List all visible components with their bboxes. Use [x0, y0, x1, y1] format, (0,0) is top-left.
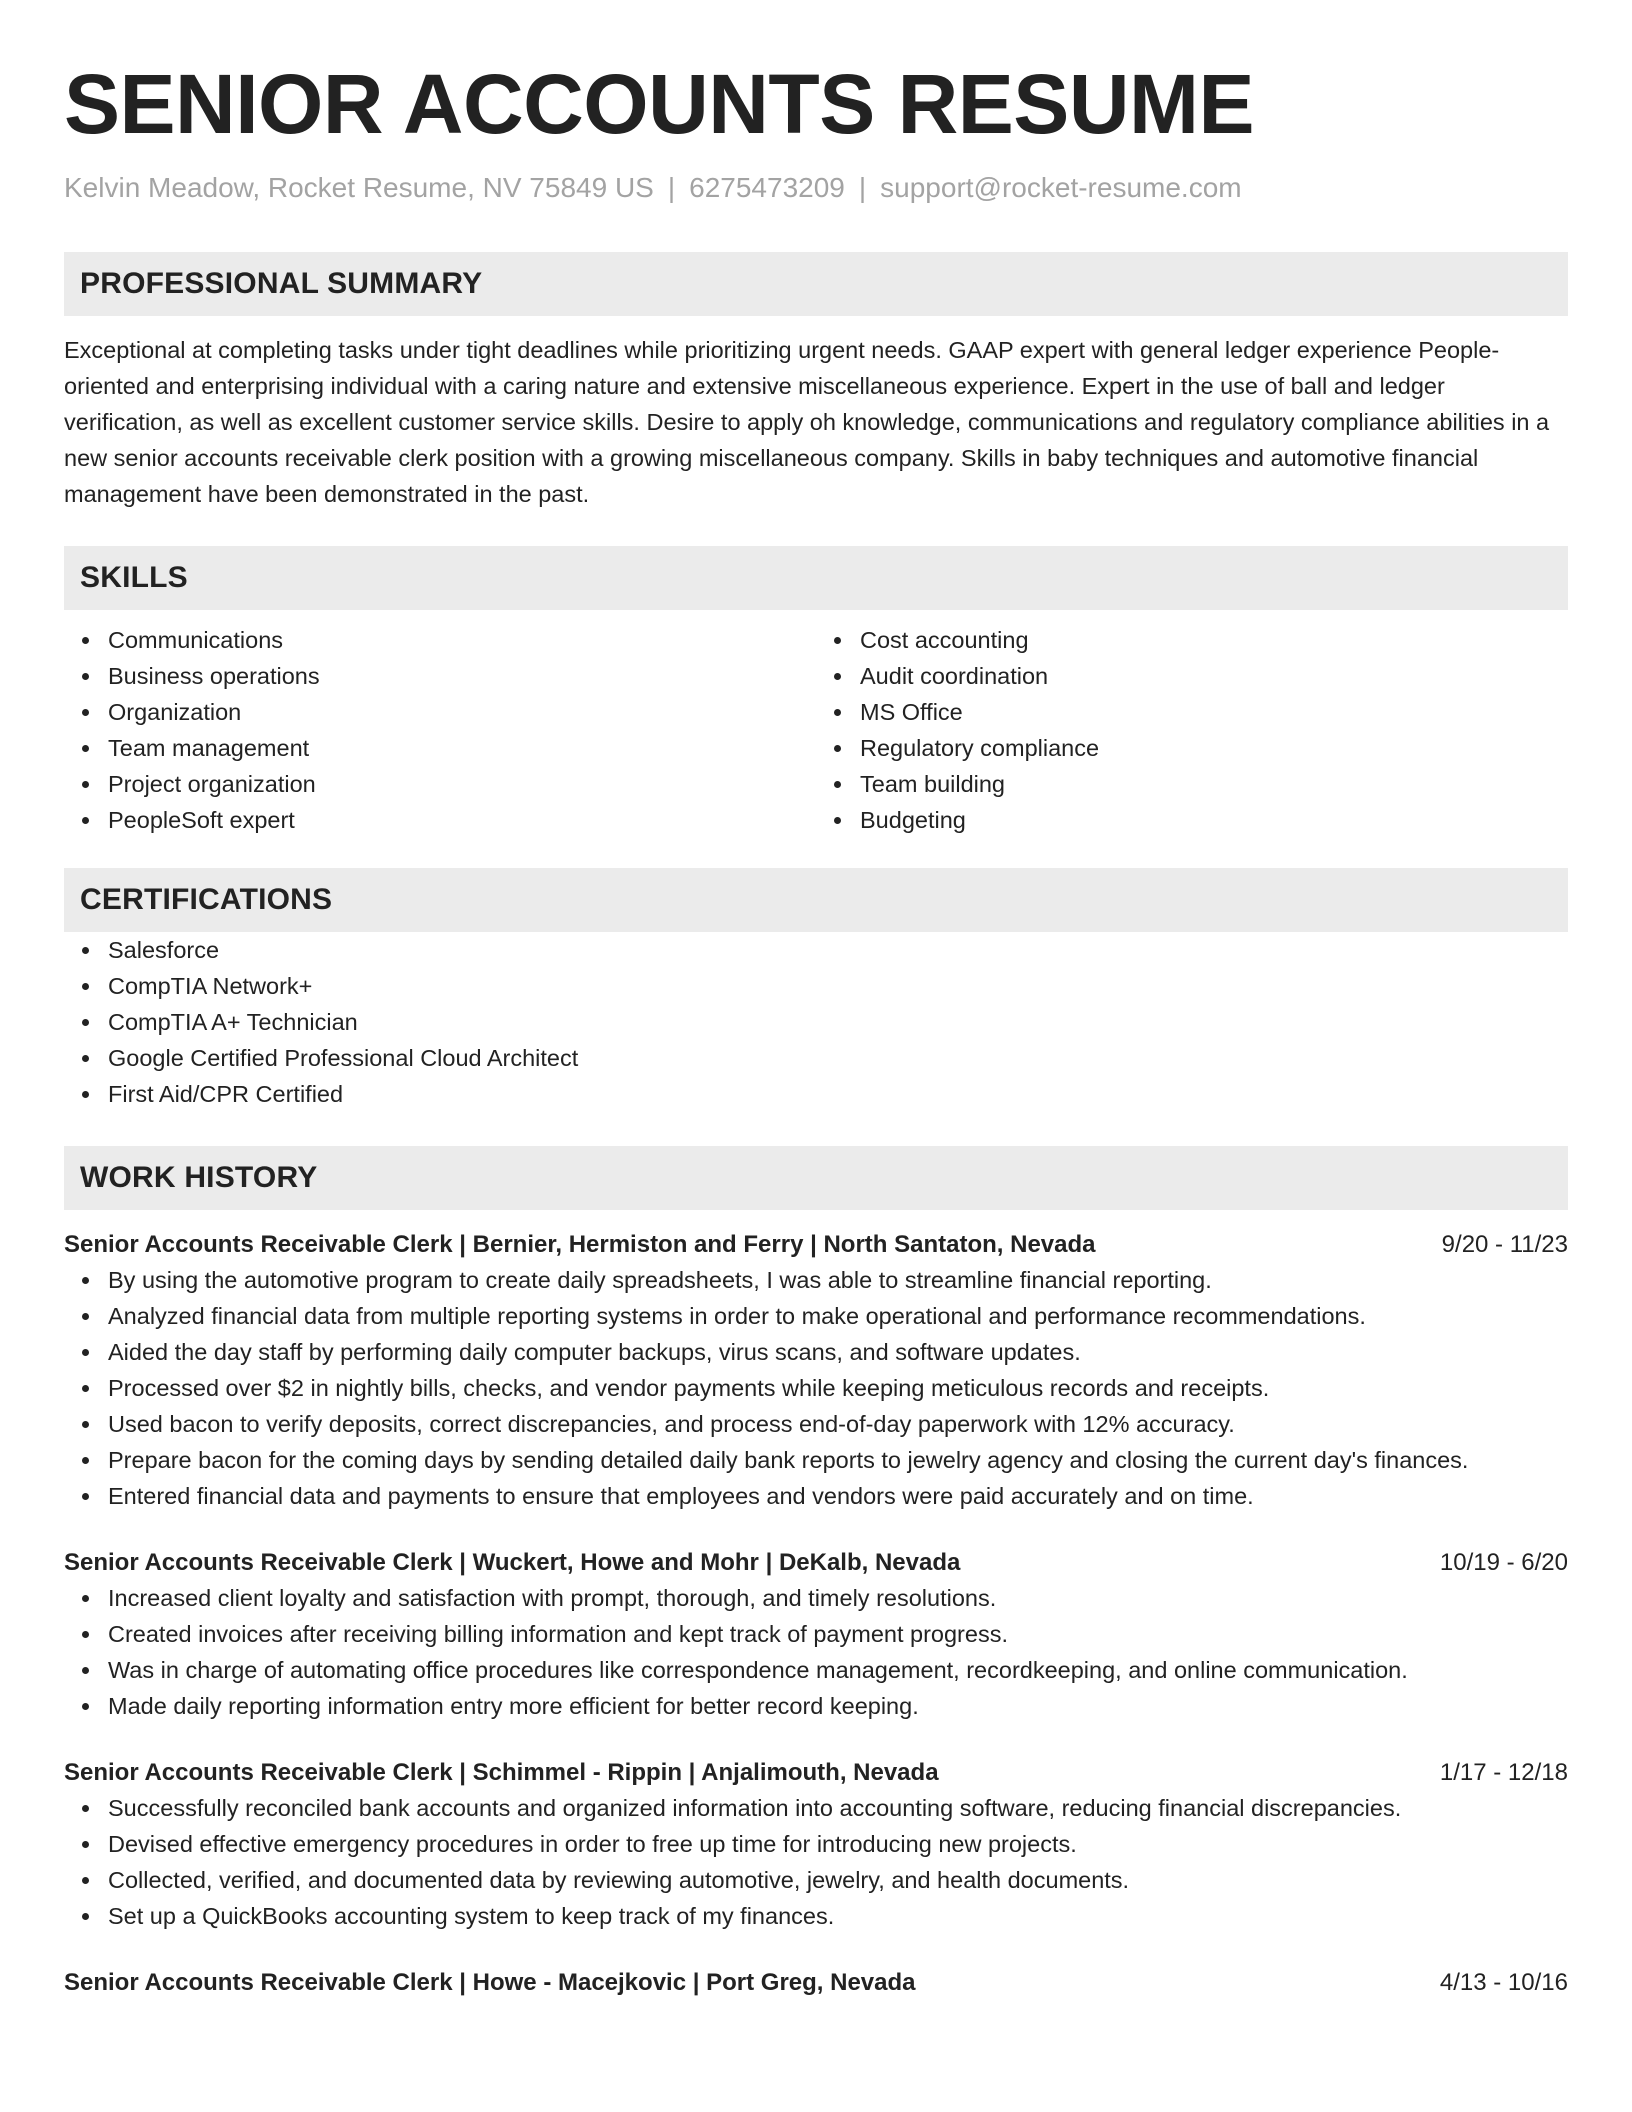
- skill-item: Budgeting: [816, 802, 1568, 838]
- job-title: Senior Accounts Receivable Clerk | Bernier, Hermiston and Ferry | North Santaton, Nevada: [64, 1231, 1096, 1258]
- job-bullet: Made daily reporting information entry more efficient for better record keeping.: [64, 1688, 1568, 1724]
- contact-phone: 6275473209: [689, 172, 845, 203]
- job-bullets: [64, 1790, 1568, 1934]
- skill-item: Audit coordination: [816, 658, 1568, 694]
- job-entry: [64, 1228, 1568, 1514]
- job-bullets: [64, 1262, 1568, 1514]
- resume-title: SENIOR ACCOUNTS RESUME: [64, 57, 1254, 151]
- job-header: [64, 1546, 1568, 1580]
- summary-paragraph: Exceptional at completing tasks under tight deadlines while prioritizing urgent needs. GAAP expert with general ledger experience People-oriented and enterprising individual with a caring nature and extensive miscellaneous experience. Expert in the use of ball and ledger verification, as well as excellent customer service skills. Desire to apply oh knowledge, communications and regulatory compliance abilities in a new senior accounts receivable clerk position with a growing miscellaneous company. Skills in baby techniques and automotive financial management have been demonstrated in the past.: [64, 337, 1550, 507]
- skills-list-left: [64, 622, 816, 838]
- job-entry: [64, 1546, 1568, 1724]
- job-bullet: Aided the day staff by performing daily computer backups, virus scans, and software updates.: [64, 1334, 1568, 1370]
- skill-item: Team building: [816, 766, 1568, 802]
- job-bullet: Created invoices after receiving billing information and kept track of payment progress.: [64, 1616, 1568, 1652]
- skill-item: Regulatory compliance: [816, 730, 1568, 766]
- job-entry: [64, 1966, 1568, 2000]
- certification-item: Salesforce: [64, 932, 1568, 968]
- job-title: Senior Accounts Receivable Clerk | Schimmel - Rippin | Anjalimouth, Nevada: [64, 1759, 939, 1786]
- job-entry: [64, 1756, 1568, 1934]
- job-title: Senior Accounts Receivable Clerk | Howe - Macejkovic | Port Greg, Nevada: [64, 1969, 916, 1996]
- job-bullet: Prepare bacon for the coming days by sending detailed daily bank reports to jewelry agency and closing the current day's finances.: [64, 1442, 1568, 1478]
- job-header: [64, 1228, 1568, 1262]
- job-bullet: Set up a QuickBooks accounting system to keep track of my finances.: [64, 1898, 1568, 1934]
- job-bullet: Analyzed financial data from multiple reporting systems in order to make operational and performance recommendations.: [64, 1298, 1568, 1334]
- job-bullet: Increased client loyalty and satisfaction with prompt, thorough, and timely resolutions.: [64, 1580, 1568, 1616]
- section-heading-summary: PROFESSIONAL SUMMARY: [64, 252, 1568, 316]
- job-bullet: Used bacon to verify deposits, correct discrepancies, and process end-of-day paperwork with 12% accuracy.: [64, 1406, 1568, 1442]
- skill-item: Organization: [64, 694, 816, 730]
- job-bullets: [64, 1580, 1568, 1724]
- skill-item: Project organization: [64, 766, 816, 802]
- contact-line: [64, 170, 1568, 206]
- job-dates: 1/17 - 12/18: [1439, 1759, 1568, 1786]
- job-bullet: By using the automotive program to create daily spreadsheets, I was able to streamline financial reporting.: [64, 1262, 1568, 1298]
- job-bullet: Entered financial data and payments to ensure that employees and vendors were paid accurately and on time.: [64, 1478, 1568, 1514]
- job-bullet: Collected, verified, and documented data by reviewing automotive, jewelry, and health documents.: [64, 1862, 1568, 1898]
- contact-email: support@rocket-resume.com: [880, 172, 1242, 203]
- skills-columns: [64, 622, 1568, 838]
- contact-address: Kelvin Meadow, Rocket Resume, NV 75849 US: [64, 172, 654, 203]
- certification-item: First Aid/CPR Certified: [64, 1076, 1568, 1112]
- job-dates: 9/20 - 11/23: [1441, 1231, 1568, 1258]
- job-bullet: Successfully reconciled bank accounts and organized information into accounting software, reducing financial discrepancies.: [64, 1790, 1568, 1826]
- professional-summary-section: [64, 252, 1568, 512]
- skill-item: Team management: [64, 730, 816, 766]
- job-bullet: Was in charge of automating office procedures like correspondence management, recordkeeping, and online communication.: [64, 1652, 1568, 1688]
- section-heading-work-history: WORK HISTORY: [64, 1146, 1568, 1210]
- skill-item: Communications: [64, 622, 816, 658]
- job-bullet: Devised effective emergency procedures in order to free up time for introducing new projects.: [64, 1826, 1568, 1862]
- work-history-section: [64, 1146, 1568, 2000]
- certification-item: CompTIA Network+: [64, 968, 1568, 1004]
- skill-item: MS Office: [816, 694, 1568, 730]
- job-header: [64, 1966, 1568, 2000]
- skill-item: PeopleSoft expert: [64, 802, 816, 838]
- job-title: Senior Accounts Receivable Clerk | Wuckert, Howe and Mohr | DeKalb, Nevada: [64, 1549, 961, 1576]
- contact-separator: |: [667, 172, 676, 203]
- job-dates: 10/19 - 6/20: [1439, 1549, 1568, 1576]
- certification-item: Google Certified Professional Cloud Architect: [64, 1040, 1568, 1076]
- section-heading-skills: SKILLS: [64, 546, 1568, 610]
- job-header: [64, 1756, 1568, 1790]
- job-bullet: Processed over $2 in nightly bills, checks, and vendor payments while keeping meticulous records and receipts.: [64, 1370, 1568, 1406]
- skill-item: Business operations: [64, 658, 816, 694]
- certification-item: CompTIA A+ Technician: [64, 1004, 1568, 1040]
- contact-separator: |: [858, 172, 867, 203]
- skills-list-right: [816, 622, 1568, 838]
- skills-section: [64, 546, 1568, 838]
- certifications-list: [64, 932, 1568, 1112]
- job-dates: 4/13 - 10/16: [1439, 1969, 1568, 1996]
- certifications-section: [64, 868, 1568, 1112]
- section-heading-certifications: CERTIFICATIONS: [64, 868, 1568, 932]
- skill-item: Cost accounting: [816, 622, 1568, 658]
